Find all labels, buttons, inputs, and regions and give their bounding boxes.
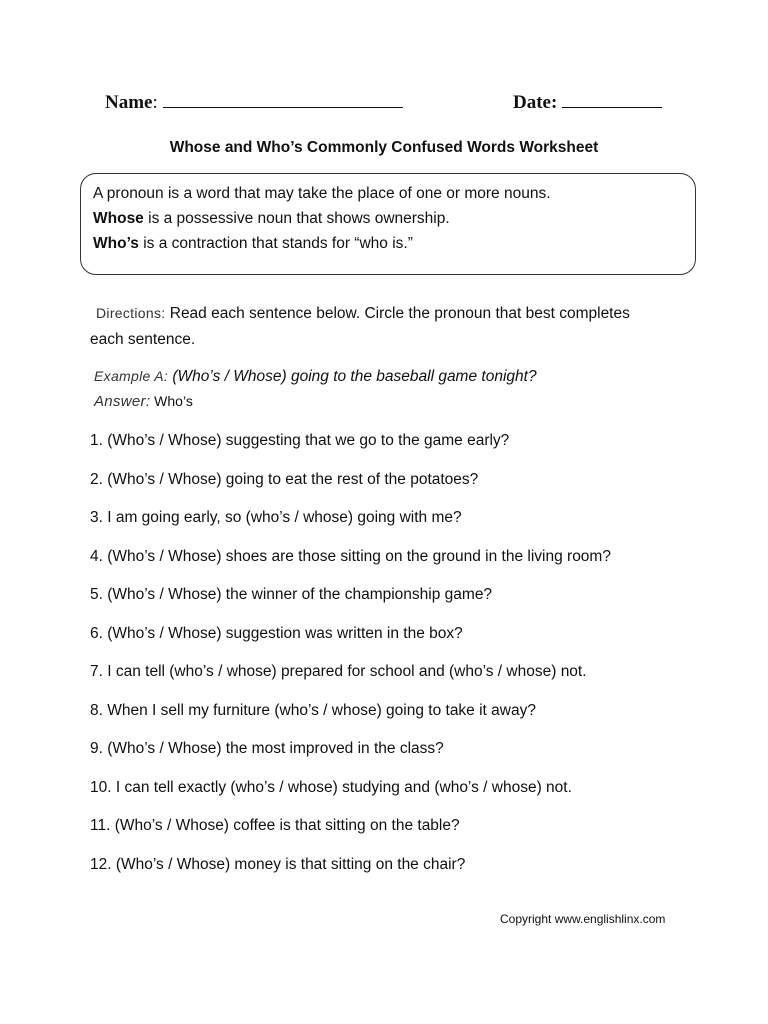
info-line-2 [93,210,450,228]
example-answer [94,393,193,411]
example-label: Example A: [94,368,169,384]
question-item[interactable]: 4. (Who’s / Whose) shoes are those sitting on the ground in the living room? [90,547,611,565]
whos-definition: is a contraction that stands for “who is.” [138,235,413,252]
date-blank[interactable] [562,90,662,108]
whose-definition: is a possessive noun that shows ownership. [143,210,450,227]
question-item[interactable]: 7. I can tell (who’s / whose) prepared for school and (who’s / whose) not. [90,663,587,680]
question-item[interactable]: 9. (Who’s / Whose) the most improved in the class? [90,740,444,757]
date-label: Date: [513,92,558,113]
name-colon: : [152,92,158,113]
info-line-3 [93,235,413,253]
answer-label: Answer: [94,393,151,410]
answer-value: Who’s [150,393,193,409]
question-item[interactable]: 10. I can tell exactly (who’s / whose) studying and (who’s / whose) not. [90,778,572,796]
name-label: Name [105,92,153,113]
directions-text-cont: each sentence. [90,331,196,348]
question-item[interactable]: 3. I am going early, so (who’s / whose) going with me? [90,509,462,526]
example-sentence: (Who’s / Whose) going to the baseball game tonight? [168,368,537,385]
whos-term: Who’s [93,235,139,252]
question-item[interactable]: 2. (Who’s / Whose) going to eat the rest of the potatoes? [90,470,479,488]
info-line-1: A pronoun is a word that may take the place of one or more nouns. [93,185,551,202]
name-blank[interactable] [163,90,403,108]
question-item[interactable]: 8. When I sell my furniture (who’s / whose) going to take it away? [90,701,536,719]
directions [96,305,630,323]
whose-term: Whose [93,210,144,227]
question-item[interactable]: 12. (Who’s / Whose) money is that sitting on the chair? [90,855,466,873]
copyright: Copyright www.englishlinx.com [500,912,666,926]
question-item[interactable]: 5. (Who’s / Whose) the winner of the championship game? [90,586,493,603]
example [94,368,537,386]
directions-label: Directions: [96,305,166,321]
directions-text: Read each sentence below. Circle the pronoun that best completes [165,305,630,322]
question-item[interactable]: 11. (Who’s / Whose) coffee is that sitting on the table? [90,817,460,834]
question-item[interactable]: 6. (Who’s / Whose) suggestion was written in the box? [90,624,463,642]
date-field [513,90,662,114]
question-item[interactable]: 1. (Who’s / Whose) suggesting that we go to the game early? [90,432,510,449]
name-field [105,90,403,114]
worksheet-title: Whose and Who’s Commonly Confused Words Worksheet [169,139,599,156]
